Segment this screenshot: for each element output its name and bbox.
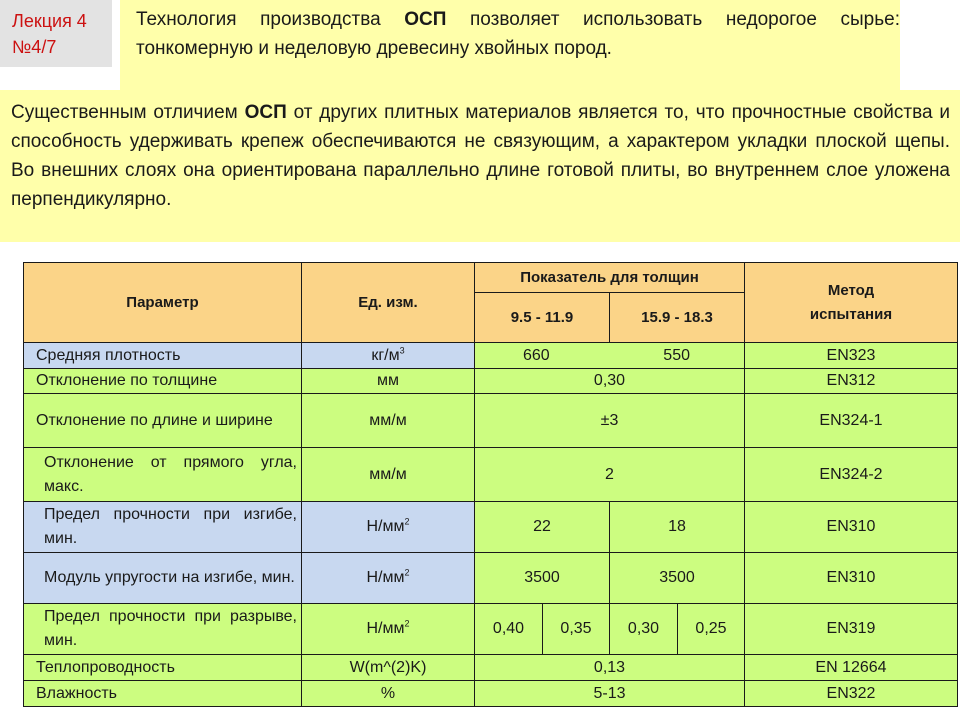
row-param: Теплопроводность xyxy=(24,655,302,681)
row-value: 2 xyxy=(475,448,745,502)
row-value: 0,30 xyxy=(475,369,745,394)
row-value-2: 3500 xyxy=(610,553,745,604)
row-method: EN310 xyxy=(745,553,958,604)
table-row xyxy=(24,604,958,655)
row-value: 0,13 xyxy=(475,655,745,681)
row-method: EN324-1 xyxy=(745,394,958,448)
intro-text: Технология производства ОСП позволяет использовать недорогое сырье: тонкомерную и неделовую древесину хвойных пород. xyxy=(120,0,900,90)
row-param: Отклонение по длине и ширине xyxy=(24,394,302,448)
row-method: EN310 xyxy=(745,502,958,553)
row-unit: мм/м xyxy=(302,394,475,448)
row-value-1: 22 xyxy=(475,502,610,553)
row-method: EN324-2 xyxy=(745,448,958,502)
row-unit: W(m^(2)K) xyxy=(302,655,475,681)
row-unit: $кг/м^3$ xyxy=(302,343,475,369)
description-text: Существенным отличием ОСП от других плитных материалов является то, что прочностные свойства и способность удерживать крепеж обеспечиваются не связующим, а характером укладки плоской щепы. Во внешних слоях она ориентирована параллельно длине готовой плиты, во внутреннем слое уложена перпендикулярно. xyxy=(0,90,960,242)
header-range-2: 15.9 - 18.3 xyxy=(610,293,745,343)
table-row xyxy=(24,448,958,502)
row-unit: мм/м xyxy=(302,448,475,502)
row-value-1: 3500 xyxy=(475,553,610,604)
row-unit: $Н/мм^2$ xyxy=(302,502,475,553)
table-row xyxy=(24,369,958,394)
row-value-1: 0,40 xyxy=(475,604,543,655)
table-row xyxy=(24,553,958,604)
lecture-number: Лекция 4 xyxy=(12,11,87,31)
row-unit: мм xyxy=(302,369,475,394)
row-param: Влажность xyxy=(24,681,302,707)
header-indicator: Показатель для толщин xyxy=(475,263,745,293)
row-unit: $Н/мм^2$ xyxy=(302,553,475,604)
header-method: Метод испытания xyxy=(745,263,958,343)
row-method: EN322 xyxy=(745,681,958,707)
row-value-4: 0,25 xyxy=(678,604,745,655)
lecture-label xyxy=(0,0,112,67)
row-value: 5-13 xyxy=(475,681,745,707)
description-abbr: ОСП xyxy=(244,102,287,123)
header-range-1: 9.5 - 11.9 xyxy=(475,293,610,343)
row-value-2: 0,35 xyxy=(543,604,610,655)
table-row xyxy=(24,502,958,553)
slide-number: №4/7 xyxy=(12,37,57,57)
header-unit: Ед. изм. xyxy=(302,263,475,343)
row-param: Предел прочности при разрыве, мин. xyxy=(24,604,302,655)
row-param: Отклонение от прямого угла, макс. xyxy=(24,448,302,502)
properties-table xyxy=(23,262,958,707)
intro-abbr: ОСП xyxy=(404,9,447,30)
row-param: Отклонение по толщине xyxy=(24,369,302,394)
row-method: EN 12664 xyxy=(745,655,958,681)
row-param: Модуль упругости на изгибе, мин. xyxy=(24,553,302,604)
row-param: Предел прочности при изгибе, мин. xyxy=(24,502,302,553)
row-value: ±3 xyxy=(475,394,745,448)
table-row xyxy=(24,394,958,448)
row-value-2: 18 xyxy=(610,502,745,553)
row-param: Средняя плотность xyxy=(24,343,302,369)
table-row xyxy=(24,681,958,707)
row-method: EN323 xyxy=(745,343,958,369)
table-row xyxy=(24,655,958,681)
row-value-3: 0,30 xyxy=(610,604,678,655)
row-unit: % xyxy=(302,681,475,707)
row-unit: $Н/мм^2$ xyxy=(302,604,475,655)
row-values: 660 550 xyxy=(475,343,745,369)
header-param: Параметр xyxy=(24,263,302,343)
row-method: EN312 xyxy=(745,369,958,394)
row-method: EN319 xyxy=(745,604,958,655)
table-row xyxy=(24,343,958,369)
